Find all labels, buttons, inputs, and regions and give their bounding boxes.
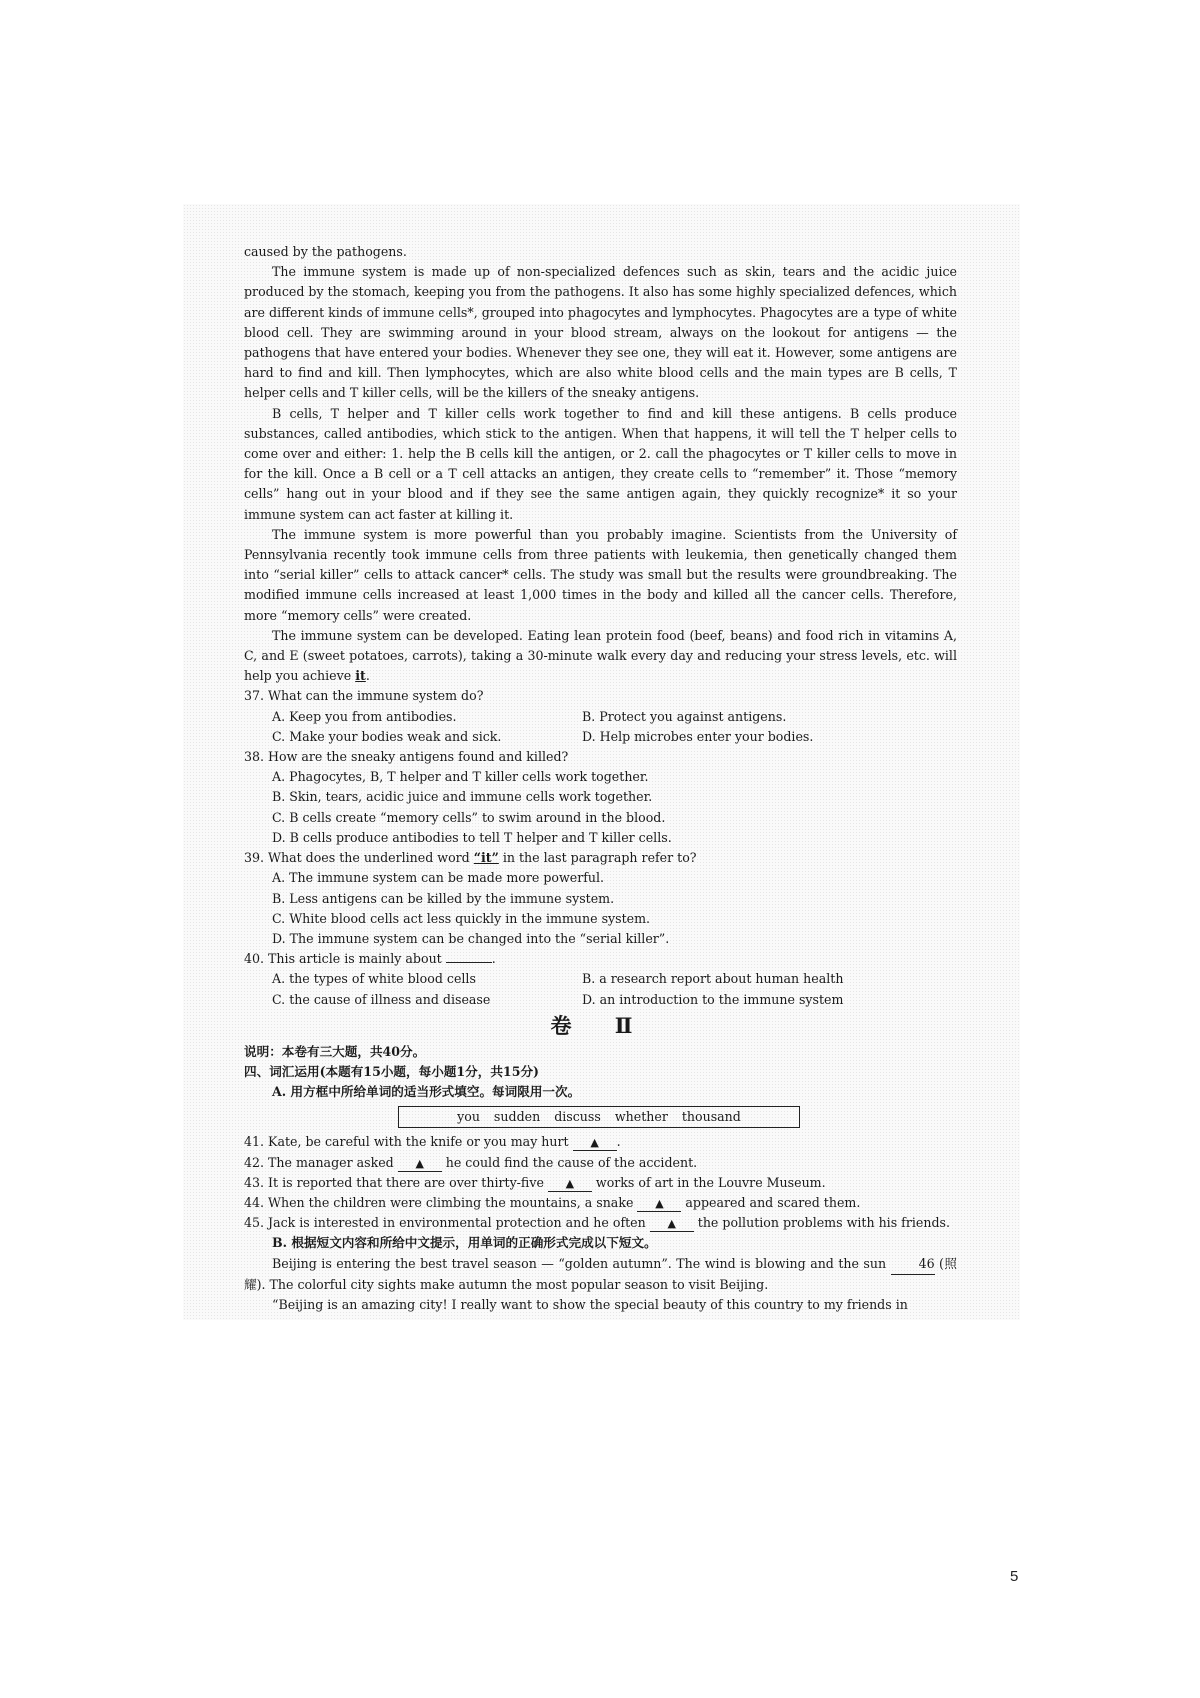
fill-question xyxy=(244,1132,957,1152)
underlined-word: “it” xyxy=(473,850,499,866)
option: D. The immune system can be changed into the “serial killer”. xyxy=(272,930,670,946)
triangle-blank: ▲ xyxy=(398,1157,442,1172)
passage-text: Beijing is entering the best travel season — “golden autumn”. The wind is blowing and the sun xyxy=(272,1255,891,1271)
question-stem: 38. How are the sneaky antigens found and killed? xyxy=(244,749,569,765)
option: B. Less antigens can be killed by the immune system. xyxy=(272,890,615,906)
option-row xyxy=(244,990,957,1010)
passage-paragraph xyxy=(244,1254,957,1295)
option-row xyxy=(244,727,957,747)
option-row xyxy=(244,969,957,989)
question-stem: 37. What can the immune system do? xyxy=(244,688,484,704)
option: A. Phagocytes, B, T helper and T killer cells work together. xyxy=(272,769,649,785)
fill-question xyxy=(244,1213,957,1233)
option: B. a research report about human health xyxy=(582,971,844,987)
option: B. Protect you against antigens. xyxy=(582,708,787,724)
passage-paragraph: The immune system is made up of non-specialized defences such as skin, tears and the acidic juice produced by the stomach, keeping you from the pathogens. It also has some highly specialized defences, which are different kinds of immune cells*, grouped into phagocytes and lymphocytes. Phagocytes are a type of white blood cell. They are swimming around in your blood stream, always on the lookout for antigens — the pathogens that have entered your bodies. Whenever they see one, they will eat it. However, some antigens are hard to find and kill. Then lymphocytes, which are also white blood cells and the main types are B cells, T helper cells and T killer cells, will be the killers of the sneaky antigens. xyxy=(244,264,957,401)
option: A. The immune system can be made more powerful. xyxy=(272,870,605,886)
underlined-word: it xyxy=(355,668,366,684)
option: C. B cells create “memory cells” to swim around in the blood. xyxy=(272,809,666,825)
passage-text: . xyxy=(365,668,370,684)
option-row xyxy=(244,707,957,727)
stem-text: 40. This article is mainly about xyxy=(244,951,442,967)
section-note: 说明：本卷有三大题，共40分。 xyxy=(244,1043,426,1059)
option: A. Keep you from antibodies. xyxy=(272,708,457,724)
fill-question xyxy=(244,1153,957,1173)
question-text: the pollution problems with his friends. xyxy=(693,1215,950,1231)
passage-paragraph: “Beijing is an amazing city! I really want to show the special beauty of this country to my friends in xyxy=(272,1296,908,1312)
section-title: 卷 Ⅱ xyxy=(550,1012,651,1038)
option: B. Skin, tears, acidic juice and immune cells work together. xyxy=(272,789,653,805)
document-body xyxy=(244,242,957,1315)
fill-question xyxy=(244,1173,957,1193)
fill-question xyxy=(244,1193,957,1213)
question-text: 42. The manager asked xyxy=(244,1154,398,1170)
part-b-instruction: B. 根据短文内容和所给中文提示，用单词的正确形式完成以下短文。 xyxy=(272,1235,657,1251)
question-text: appeared and scared them. xyxy=(681,1194,861,1210)
triangle-blank: ▲ xyxy=(548,1177,592,1192)
option: D. Help microbes enter your bodies. xyxy=(582,728,814,744)
option: A. the types of white blood cells xyxy=(272,971,476,987)
passage-paragraph: The immune system is more powerful than you probably imagine. Scientists from the University of Pennsylvania recently took immune cells from three patients with leukemia, then genetically changed them into “serial killer” cells to attack cancer* cells. The study was small but the results were groundbreaking. The modified immune cells increased at least 1,000 times in the body and killed all the cancer cells. Therefore, more “memory cells” were created. xyxy=(244,526,957,623)
part-a-instruction: A. 用方框中所给单词的适当形式填空。每词限用一次。 xyxy=(272,1084,581,1100)
question-text: 44. When the children were climbing the mountains, a snake xyxy=(244,1194,638,1210)
stem-text: 39. What does the underlined word xyxy=(244,850,474,866)
triangle-blank: ▲ xyxy=(650,1217,694,1232)
question-text: . xyxy=(616,1134,621,1150)
question-stem: 40. This article is mainly about . xyxy=(244,951,496,967)
question-stem xyxy=(244,848,957,868)
passage-line: caused by the pathogens. xyxy=(244,244,407,259)
page-number: 5 xyxy=(1010,1568,1019,1585)
option: C. the cause of illness and disease xyxy=(272,991,491,1007)
question-text: he could find the cause of the accident. xyxy=(441,1154,698,1170)
question-text: 41. Kate, be careful with the knife or you may hurt xyxy=(244,1134,573,1150)
passage-text: The immune system can be developed. Eating lean protein food (beef, beans) and food rich in vitamins A, C, and E (sweet potatoes, carrots), taking a 30-minute walk every day and reducing your stress levels, etc. will help you achieve xyxy=(244,627,957,684)
numbered-blank: 46 xyxy=(891,1254,935,1275)
word-bank-box: you sudden discuss whether thousand xyxy=(398,1106,800,1128)
answer-blank xyxy=(446,950,492,963)
question-text: works of art in the Louvre Museum. xyxy=(591,1174,826,1190)
option: D. an introduction to the immune system xyxy=(582,991,844,1007)
passage-paragraph: B cells, T helper and T killer cells work together to find and kill these antigens. B cells produce substances, called antibodies, which stick to the antigen. When that happens, it will tell the T helper cells to come over and either: 1. help the B cells kill the antigen, or 2. call the phagocytes or T killer cells to move in for the kill. Once a B cell or a T cell attacks an antigen, they create cells to “remember” it. Those “memory cells” hang out in your blood and if they see the same antigen again, they quickly recognize* it so your immune system can act faster at killing it. xyxy=(244,405,957,522)
passage-paragraph xyxy=(244,626,957,687)
triangle-blank: ▲ xyxy=(637,1197,681,1212)
passage-text: (照耀). The colorful city sights make autumn the most popular season to visit Beijing. xyxy=(244,1255,957,1292)
option: C. Make your bodies weak and sick. xyxy=(272,728,502,744)
option: C. White blood cells act less quickly in the immune system. xyxy=(272,910,651,926)
triangle-blank: ▲ xyxy=(573,1136,617,1151)
question-text: 45. Jack is interested in environmental protection and he often xyxy=(244,1215,650,1231)
question-text: 43. It is reported that there are over thirty-five xyxy=(244,1174,548,1190)
stem-text: in the last paragraph refer to? xyxy=(498,850,697,866)
option: D. B cells produce antibodies to tell T helper and T killer cells. xyxy=(272,829,672,845)
section-heading: 四、词汇运用(本题有15小题，每小题1分，共15分) xyxy=(244,1063,540,1079)
